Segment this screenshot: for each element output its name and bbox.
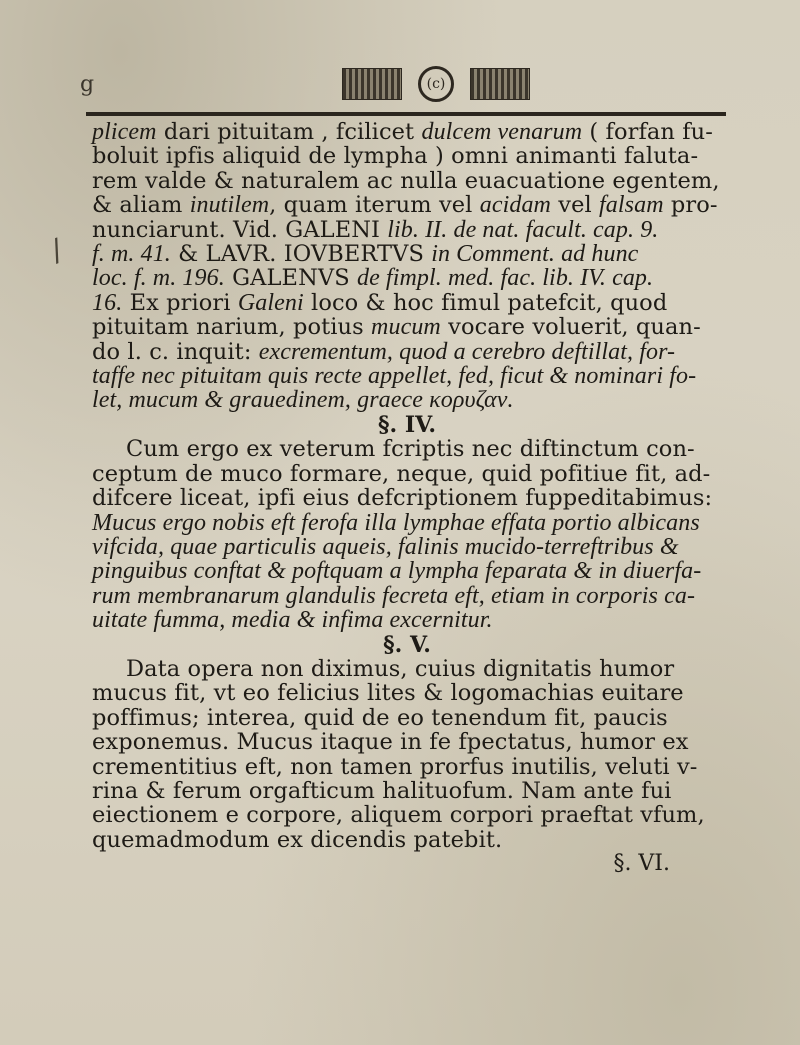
section-heading-4: §. IV. [378,411,436,438]
header-ornament [342,66,530,102]
text-segment: in Comment. ad hunc [431,241,639,268]
text-line [92,657,722,681]
text-segment: difcere liceat, ipfi eius defcriptionem fuppeditabimus: [92,485,713,512]
body-text [92,120,722,877]
text-line [92,291,722,315]
text-line [92,681,722,705]
text-line [92,388,722,412]
text-segment: lib. II. de nat. facult. cap. 9. [387,216,659,243]
ornament-right-block [470,68,530,100]
ornament-left-block [342,68,402,100]
text-segment: plicem [92,119,157,145]
ornament-circle [418,66,454,102]
text-line [92,828,722,852]
text-line [92,511,722,535]
text-segment: Ex priori [122,289,238,316]
text-segment: GALENVS [224,265,357,292]
text-segment: Data opera non diximus, cuius dignitatis humor [126,655,675,682]
text-segment: vel [551,192,600,219]
text-line [92,755,722,779]
text-segment: mucum [371,314,441,341]
text-segment: quemadmodum ex dicendis patebit. [92,826,503,853]
text-segment: acidam [479,192,551,219]
text-segment: let, mucum & grauedinem, graece κορυζαν. [92,387,514,414]
paragraph-1 [92,120,722,413]
text-segment: loco & hoc fimul patefcit, quod [303,289,668,316]
text-segment: exponemus. Mucus itaque in fe fpectatus, humor ex [92,729,689,756]
text-segment: inutilem [189,192,270,219]
text-line [92,535,722,559]
text-segment: pituitam narium, potius [92,314,372,341]
text-segment: nunciarunt. Vid. GALENI [92,216,388,243]
text-line [92,559,722,583]
paragraph-3 [92,657,722,852]
text-segment: dulcem venarum [421,119,583,145]
signature-mark: g [80,72,95,97]
text-segment: eiectionem e corpore, aliquem corpori praeftat vfum, [92,802,705,829]
text-line [92,242,722,266]
text-line [92,364,722,388]
text-segment: mucus fit, vt eo felicius lites & logomachias euitare [92,680,684,707]
text-segment: pro- [663,192,718,219]
text-segment: Cum ergo ex veterum fcriptis nec diftinctum con- [126,436,695,463]
text-segment: loc. f. m. 196. [92,265,225,292]
margin-mark: / [46,232,68,269]
text-segment: ( forfan fu- [582,119,713,145]
text-segment: crementitius eft, non tamen prorfus inutilis, veluti v- [92,753,698,780]
text-line [92,218,722,242]
text-line [92,462,722,486]
header-rule [86,112,726,116]
text-segment: boluit ipfis aliquid de lympha ) omni animanti faluta- [92,143,699,170]
text-segment: ceptum de muco formare, neque, quid pofitiue fit, ad- [92,460,711,487]
text-line [92,608,722,632]
text-segment: do l. c. inquit: [92,338,259,365]
text-segment: pinguibus conftat & poftquam a lympha feparata & in diuerfa- [92,558,702,585]
text-segment: de fimpl. med. fac. lib. IV. cap. [356,265,654,292]
text-segment: , quam iterum vel [269,192,480,219]
text-line [92,779,722,803]
text-segment: Mucus ergo nobis eft ferofa illa lymphae effata portio albicans [92,509,700,536]
section-heading-5: §. V. [383,631,431,658]
text-segment: vocare voluerit, quan- [440,314,701,341]
text-segment: 16. [92,289,123,316]
text-line [92,730,722,754]
text-line [92,266,722,290]
text-line [92,803,722,827]
text-segment: excrementum, quod a cerebro deftillat, for- [258,338,676,365]
paragraph-2 [92,437,722,632]
text-line [92,584,722,608]
text-segment: f. m. 41. [92,241,171,268]
text-segment: taffe nec pituitam quis recte appellet, fed, ficut & nominari fo- [92,363,697,390]
text-line [92,340,722,364]
text-line [92,120,722,144]
ornament-circle-glyph: (c) [426,76,446,92]
text-line [92,193,722,217]
text-segment: rem valde & naturalem ac nulla euacuatione egentem, [92,167,720,194]
page-header [80,66,720,106]
text-segment: dari pituitam , fcilicet [156,119,422,145]
text-segment: & aliam [92,192,190,219]
text-line [92,437,722,461]
text-line [92,486,722,510]
text-segment: poffimus; interea, quid de eo tenendum fit, paucis [92,704,668,731]
text-segment: falsam [599,192,664,219]
text-line [92,315,722,339]
text-segment: rina & ferum orgafticum halituofum. Nam ante fui [92,777,672,804]
text-line [92,144,722,168]
text-segment: Galeni [237,289,304,316]
text-line [92,706,722,730]
text-line [92,169,722,193]
text-segment: & LAVR. IOVBERTVS [170,241,432,268]
text-segment: rum membranarum glandulis fecreta eft, etiam in corporis ca- [92,582,696,609]
text-segment: uitate fumma, media & infima excernitur. [92,607,493,634]
text-segment: vifcida, quae particulis aqueis, falinis mucido-terreftribus & [92,533,679,560]
section-heading-6: §. VI. [613,851,670,877]
